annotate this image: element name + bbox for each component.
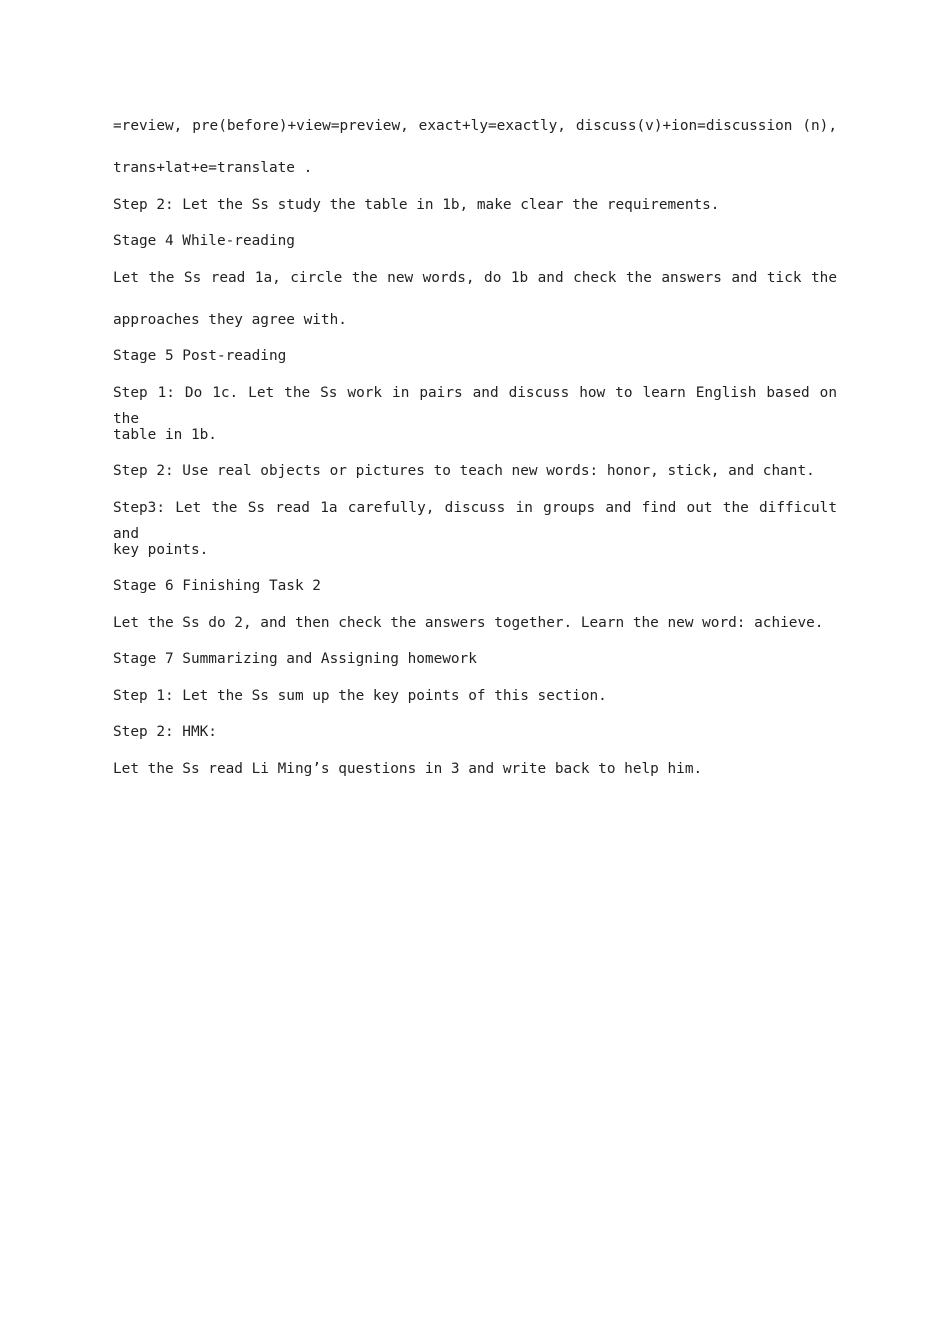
stage7-heading: Stage 7 Summarizing and Assigning homework (113, 651, 477, 667)
stage5-step2: Step 2: Use real objects or pictures to teach new words: honor, stick, and chant. (113, 463, 815, 479)
stage6-text: Let the Ss do 2, and then check the answers together. Learn the new word: achieve. (113, 614, 824, 631)
stage7-step2: Step 2: HMK: (113, 724, 217, 740)
stage5-step1-line-2: table in 1b. (113, 426, 217, 443)
homework-text: Let the Ss read Li Ming’s questions in 3 and write back to help him. (113, 760, 703, 777)
stage5-step3-line-2: key points. (113, 541, 209, 558)
stage5-step3-line-1: Step3: Let the Ss read 1a carefully, discuss in groups and find out the difficult and (113, 499, 837, 542)
word-formation-line-1: =review, pre(before)+view=preview, exact+ly=exactly, discuss(v)+ion=discussion (n), (113, 118, 837, 134)
lesson-plan-body (113, 113, 837, 792)
stage7-step1: Step 1: Let the Ss sum up the key points of this section. (113, 687, 607, 704)
stage5-step1-line-1: Step 1: Do 1c. Let the Ss work in pairs and discuss how to learn English based on the (113, 384, 837, 427)
stage3-step2: Step 2: Let the Ss study the table in 1b, make clear the requirements. (113, 196, 720, 213)
stage6-heading: Stage 6 Finishing Task 2 (113, 578, 321, 594)
stage4-text-line-1: Let the Ss read 1a, circle the new words, do 1b and check the answers and tick the (113, 269, 837, 286)
stage4-heading: Stage 4 While-reading (113, 233, 295, 249)
stage4-text-line-2: approaches they agree with. (113, 311, 347, 328)
stage5-heading: Stage 5 Post-reading (113, 348, 287, 364)
word-formation-line-2: trans+lat+e=translate . (113, 160, 313, 176)
